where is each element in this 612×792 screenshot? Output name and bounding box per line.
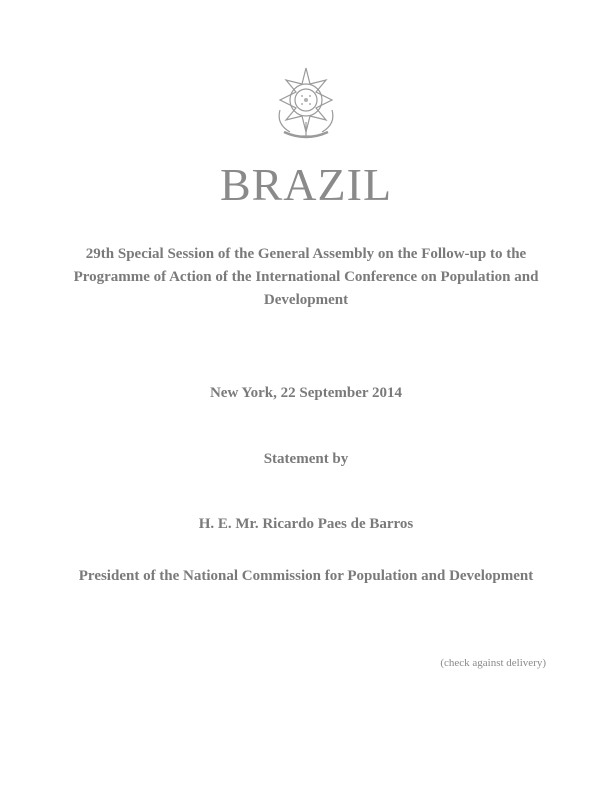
delivery-note: (check against delivery) — [440, 657, 546, 669]
statement-by: Statement by — [263, 451, 349, 467]
country-title: BRAZIL — [219, 159, 393, 210]
coat-of-arms-icon — [266, 62, 346, 142]
speaker-role: President of the National Commission for Population and Development — [78, 568, 534, 584]
session-title: 29th Special Session of the General Assembly on the Follow-up to the Programme of Action of the International Conference on Population and Development — [73, 246, 539, 308]
speaker-name: H. E. Mr. Ricardo Paes de Barros — [198, 516, 414, 532]
place-date: New York, 22 September 2014 — [209, 385, 403, 401]
